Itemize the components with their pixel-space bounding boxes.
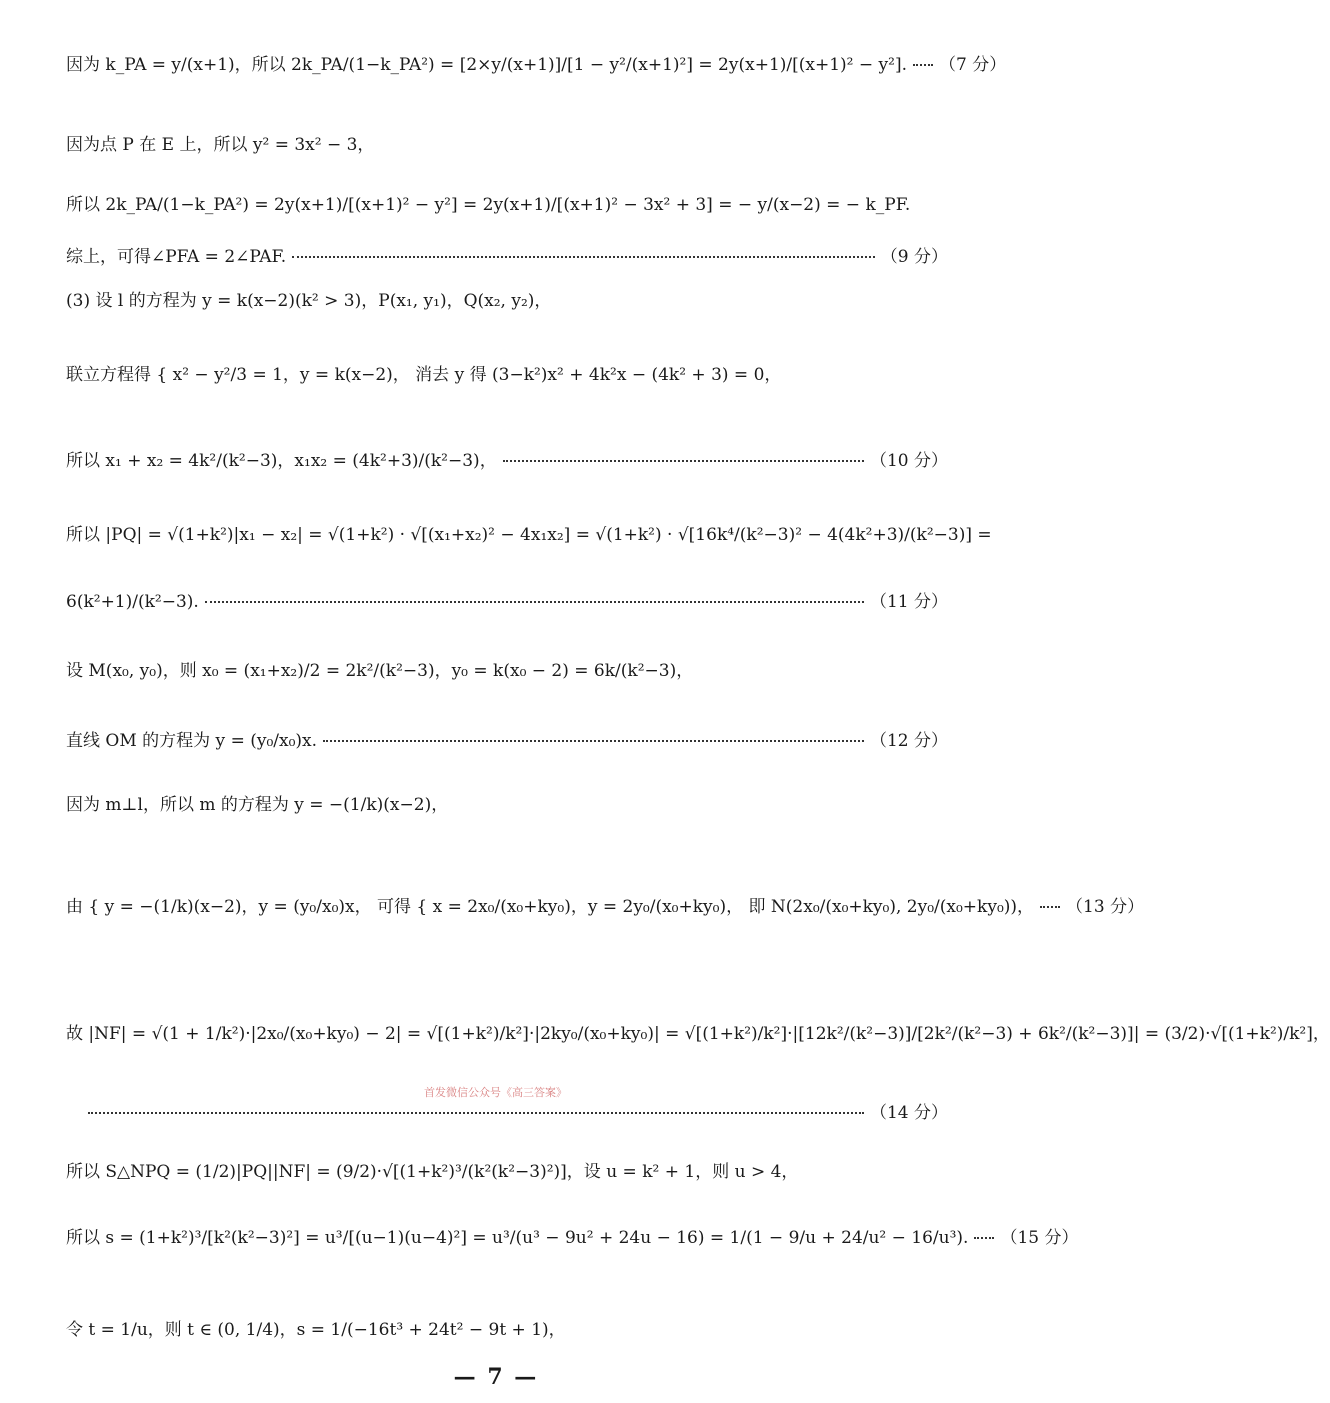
line-16 (66, 1160, 948, 1184)
line-4 (66, 245, 948, 269)
line-1-score: （7 分） (939, 55, 1007, 75)
dot-leader (323, 740, 864, 742)
line-5 (66, 289, 948, 313)
line-11 (66, 729, 948, 753)
line-1 (66, 53, 1007, 77)
line-10-math: 设 M(x₀, y₀)，则 x₀ = (x₁+x₂)/2 = 2k²/(k²−3)，y₀ = k(x₀ − 2) = 6k/(k²−3)， (66, 661, 694, 681)
line-3-math: 所以 2k_PA/(1−k_PA²) = 2y(x+1)/[(x+1)² − y²] = 2y(x+1)/[(x+1)² − 3x² + 3] = − y/(x−2) = − k_PF. (66, 195, 911, 215)
line-13-score: （13 分） (1066, 897, 1145, 917)
line-18-math: 令 t = 1/u，则 t ∈ (0, 1/4)，s = 1/(−16t³ + 24t² − 9t + 1)， (66, 1320, 566, 1340)
line-2 (66, 133, 948, 157)
line-14 (66, 1022, 1330, 1046)
line-14-math: 故 |NF| = √(1 + 1/k²)·|2x₀/(x₀+ky₀) − 2| = √[(1+k²)/k²]·|2ky₀/(x₀+ky₀)| = √[(1+k²)/k²]·|[12k²/(k²−3)]/[2k²/(k²−3) + 6k²/(k²−3)]| = (3/2)·√[(1+k²)/k²]， (66, 1024, 1330, 1044)
line-11-score: （12 分） (869, 731, 948, 751)
line-18 (66, 1318, 948, 1342)
line-11-math: 直线 OM 的方程为 y = (y₀/x₀)x. (66, 731, 318, 751)
page-number: — 7 — (453, 1364, 539, 1390)
line-9-math: 6(k²+1)/(k²−3). (66, 592, 199, 612)
dot-leader (1040, 906, 1060, 908)
line-6 (66, 363, 948, 387)
dot-leader (913, 64, 933, 66)
line-7-math: 所以 x₁ + x₂ = 4k²/(k²−3)，x₁x₂ = (4k²+3)/(k²−3)， (66, 451, 497, 471)
line-5-math: (3) 设 l 的方程为 y = k(x−2)(k² > 3)，P(x₁, y₁)，Q(x₂, y₂)， (66, 291, 552, 311)
line-13 (66, 895, 1145, 919)
line-7 (66, 449, 948, 473)
dot-leader (974, 1237, 994, 1239)
watermark-text: 首发微信公众号《高三答案》 (424, 1086, 567, 1099)
line-4-math: 综上，可得∠PFA = 2∠PAF. (66, 247, 287, 267)
line-8 (66, 523, 992, 547)
dot-leader (503, 460, 864, 462)
line-3 (66, 193, 948, 217)
line-8-math: 所以 |PQ| = √(1+k²)|x₁ − x₂| = √(1+k²) · √[(x₁+x₂)² − 4x₁x₂] = √(1+k²) · √[16k⁴/(k²−3)² − 4(4k²+3)/(k²−3)] = (66, 525, 992, 545)
dot-leader (88, 1112, 864, 1114)
line-12-math: 因为 m⊥l，所以 m 的方程为 y = −(1/k)(x−2)， (66, 795, 449, 815)
line-9-score: （11 分） (869, 592, 948, 612)
line-2-math: 因为点 P 在 E 上，所以 y² = 3x² − 3， (66, 135, 375, 155)
line-12 (66, 793, 948, 817)
line-1-math: 因为 k_PA = y/(x+1)，所以 2k_PA/(1−k_PA²) = [2×y/(x+1)]/[1 − y²/(x+1)²] = 2y(x+1)/[(x+1)² − y²]. (66, 55, 907, 75)
line-15-score: （14 分） (869, 1103, 948, 1123)
line-15 (82, 1101, 948, 1125)
line-17 (66, 1226, 1079, 1250)
line-6-math: 联立方程得 { x² − y²/3 = 1，y = k(x−2)， 消去 y 得 (3−k²)x² + 4k²x − (4k² + 3) = 0， (66, 365, 782, 385)
dot-leader (292, 256, 875, 258)
line-10 (66, 659, 948, 683)
line-9 (66, 590, 948, 614)
line-16-math: 所以 S△NPQ = (1/2)|PQ||NF| = (9/2)·√[(1+k²)³/(k²(k²−3)²)]，设 u = k² + 1，则 u > 4， (66, 1162, 799, 1182)
line-17-score: （15 分） (1000, 1228, 1079, 1248)
line-7-score: （10 分） (869, 451, 948, 471)
line-13-math: 由 { y = −(1/k)(x−2)，y = (y₀/x₀)x， 可得 { x = 2x₀/(x₀+ky₀)，y = 2y₀/(x₀+ky₀)， 即 N(2x₀/(x₀+ky₀), 2y₀/(x₀+ky₀))， (66, 897, 1035, 917)
line-4-score: （9 分） (880, 247, 948, 267)
dot-leader (205, 601, 864, 603)
line-17-math: 所以 s = (1+k²)³/[k²(k²−3)²] = u³/[(u−1)(u−4)²] = u³/(u³ − 9u² + 24u − 16) = 1/(1 − 9/u + 24/u² − 16/u³). (66, 1228, 969, 1248)
